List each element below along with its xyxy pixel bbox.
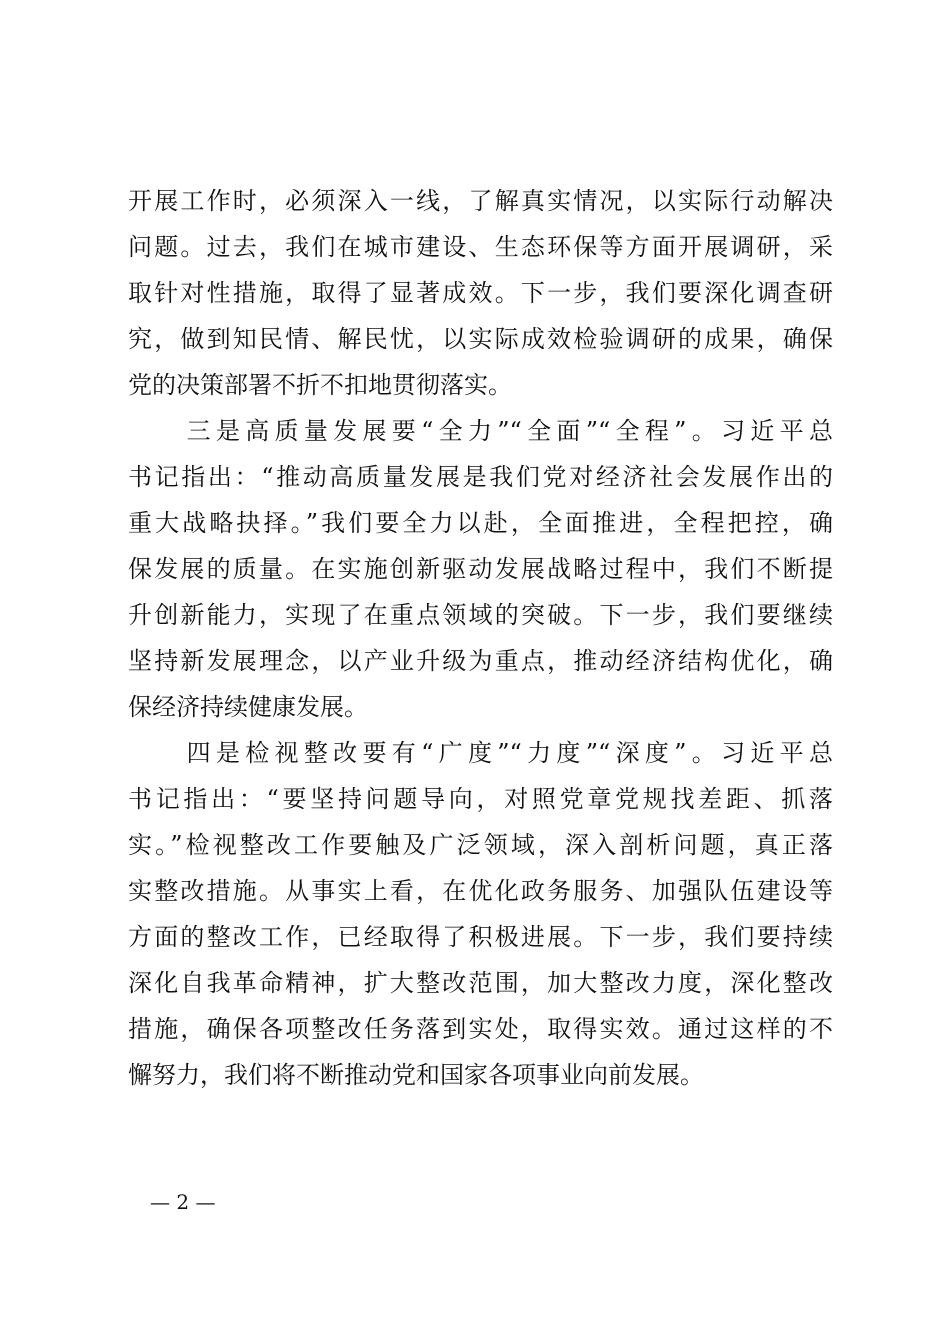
text-line: 问题。过去，我们在城市建设、生态环保等方面开展调研，采 xyxy=(128,233,833,261)
page-number: — 2 — xyxy=(150,1190,216,1214)
text-line: 方面的整改工作，已经取得了积极进展。下一步，我们要持续 xyxy=(128,923,833,951)
body-text xyxy=(128,178,833,1098)
text-line: 保发展的质量。在实施创新驱动发展战略过程中，我们不断提 xyxy=(128,555,833,583)
text-line: 重大战略抉择。”我们要全力以赴，全面推进，全程把控，确 xyxy=(128,509,833,537)
text-line: 书记指出：“推动高质量发展是我们党对经济社会发展作出的 xyxy=(128,463,833,491)
text-line: 升创新能力，实现了在重点领域的突破。下一步，我们要继续 xyxy=(128,601,833,629)
text-line: 开展工作时，必须深入一线，了解真实情况，以实际行动解决 xyxy=(128,187,833,215)
text-line: 深化自我革命精神，扩大整改范围，加大整改力度，深化整改 xyxy=(128,969,833,997)
text-line: 实整改措施。从事实上看，在优化政务服务、加强队伍建设等 xyxy=(128,877,833,905)
text-line: 坚持新发展理念，以产业升级为重点，推动经济结构优化，确 xyxy=(128,647,833,675)
paragraph-3-heading-line: 三是高质量发展要“全力”“全面”“全程”。习近平总 xyxy=(128,417,833,445)
text-line: 究，做到知民情、解民忧，以实际成效检验调研的成果，确保 xyxy=(128,325,833,353)
text-line: 党的决策部署不折不扣地贯彻落实。 xyxy=(128,371,512,399)
text-line: 懈努力，我们将不断推动党和国家各项事业向前发展。 xyxy=(128,1061,704,1089)
paragraph-4-heading-line: 四是检视整改要有“广度”“力度”“深度”。习近平总 xyxy=(128,739,833,767)
text-line: 书记指出：“要坚持问题导向，对照党章党规找差距、抓落 xyxy=(128,785,833,813)
text-line: 保经济持续健康发展。 xyxy=(128,693,368,721)
text-line: 措施，确保各项整改任务落到实处，取得实效。通过这样的不 xyxy=(128,1015,833,1043)
text-line: 取针对性措施，取得了显著成效。下一步，我们要深化调查研 xyxy=(128,279,833,307)
text-line: 实。”检视整改工作要触及广泛领域，深入剖析问题，真正落 xyxy=(128,831,833,859)
